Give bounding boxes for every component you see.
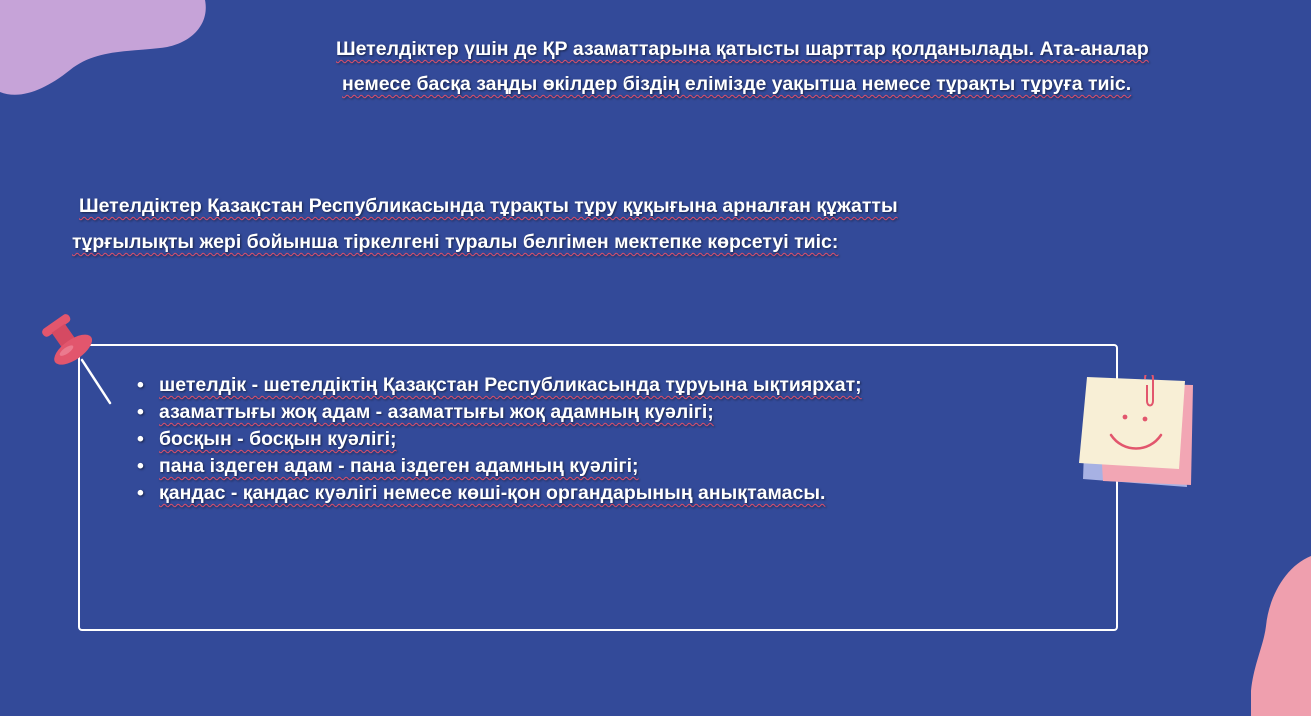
list-item (135, 426, 862, 453)
list-item (135, 453, 862, 480)
list-item-text: азаматтығы жоқ адам - азаматтығы жоқ адамның куәлігі; (159, 401, 714, 423)
list-item-text: босқын - босқын куәлігі; (159, 428, 397, 450)
list-item (135, 480, 862, 507)
bullet: • (137, 428, 144, 450)
list-item-text: шетелдік - шетелдіктің Қазақстан Республикасында тұруына ықтиярхат; (159, 374, 862, 396)
sticky-notes-smiley-icon (1075, 375, 1200, 495)
intro-paragraph (336, 32, 1149, 102)
bullet: • (137, 455, 144, 477)
decorative-blob-top-left (0, 0, 210, 100)
push-pin-icon (40, 310, 120, 410)
intro-line-2: немесе басқа заңды өкілдер біздің елімізде уақытша немесе тұрақты тұруға тиіс. (342, 73, 1132, 95)
bullet: • (137, 401, 144, 423)
list-item (135, 372, 862, 399)
decorative-blob-bottom-right (1251, 556, 1311, 716)
documents-list (135, 372, 862, 507)
list-item-text: қандас - қандас куәлігі немесе көші-қон органдарының анықтамасы. (159, 482, 826, 504)
requirement-line-1: Шетелдіктер Қазақстан Республикасында тұрақты тұру құқығына арналған құжатты (79, 195, 898, 217)
intro-line-1: Шетелдіктер үшін де ҚР азаматтарына қатысты шарттар қолданылады. Ата-аналар (336, 38, 1149, 60)
bullet: • (137, 374, 144, 396)
list-item (135, 399, 862, 426)
requirement-paragraph (72, 188, 898, 260)
list-item-text: пана іздеген адам - пана іздеген адамның куәлігі; (159, 455, 639, 477)
requirement-line-2: тұрғылықты жері бойынша тіркелгені туралы белгімен мектепке көрсетуі тиіс: (72, 231, 839, 253)
bullet: • (137, 482, 144, 504)
